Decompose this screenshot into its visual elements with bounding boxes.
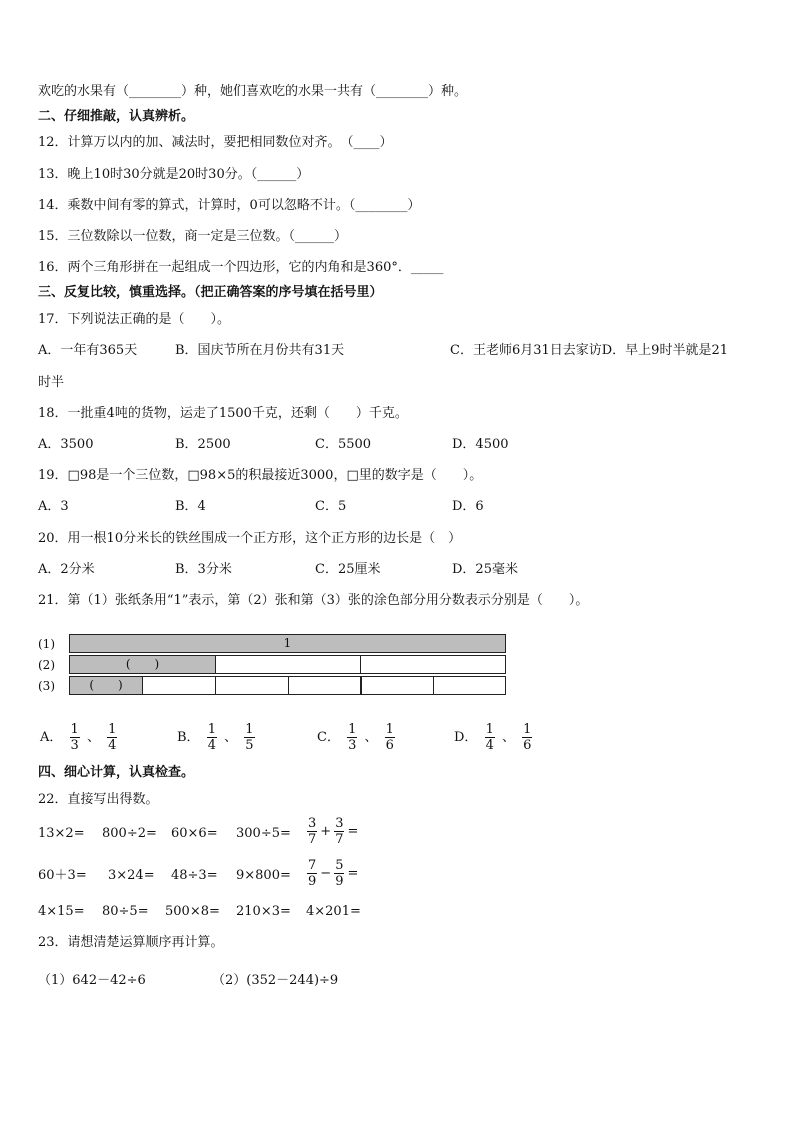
q20-option-b: B．3分米 — [175, 562, 232, 577]
fraction: $\frac{1}{6}$ — [385, 722, 394, 753]
q17-option-d-continued: 时半 — [38, 375, 65, 390]
fraction: $\frac{1}{4}$ — [207, 722, 216, 753]
question-22: 22．直接写出得数。 — [38, 792, 159, 807]
section-3-heading: 三、反复比较，慎重选择。（把正确答案的序号填在括号里） — [38, 285, 383, 300]
q18-option-c: C．5500 — [315, 437, 372, 452]
question-12: 12．计算万以内的加、减法时，要把相同数位对齐。 （____） — [38, 135, 393, 150]
q21-option-d — [452, 722, 533, 753]
strip-2-shaded-cell: ( ) — [69, 655, 216, 674]
option-letter: C． — [317, 729, 340, 745]
fraction: $\frac{3}{7}$ — [308, 816, 317, 847]
line-q11-continuation: 欢吃的水果有（________）种，她们喜欢吃的水果一共有（________）种。 — [38, 84, 468, 99]
question-23: 23．请想清楚运算顺序再计算。 — [38, 935, 224, 950]
strip-2-cell — [360, 655, 506, 674]
calc-fraction-item: $\frac{7}{9}$ − $\frac{5}{9}$ = — [308, 858, 359, 889]
calc-item: 210×3= — [236, 904, 291, 919]
q18-option-b: B．2500 — [175, 437, 231, 452]
calc-item: 4×15= — [38, 904, 85, 919]
paper-strips-figure — [38, 634, 508, 700]
question-16: 16．两个三角形拼在一起组成一个四边形，它的内角和是360°．_____ — [38, 260, 444, 275]
calc-item: 4×201= — [306, 904, 361, 919]
fraction: $\frac{1}{4}$ — [108, 722, 117, 753]
calc-item: 60×6= — [171, 826, 218, 841]
q19-option-a: A．3 — [38, 499, 69, 514]
fraction: $\frac{1}{3}$ — [70, 722, 79, 753]
strip-1-label: (1) — [38, 637, 55, 651]
strip-3-cell — [288, 676, 362, 695]
strip-2 — [69, 655, 506, 675]
fraction: $\frac{1}{6}$ — [523, 722, 532, 753]
section-4-heading: 四、细心计算，认真检查。 — [38, 765, 195, 780]
calc-item: 9×800= — [236, 868, 291, 883]
q23-part-1: （1）642－42÷6 — [38, 973, 146, 988]
calc-item: 60＋3= — [38, 868, 87, 883]
strip-3-cell — [360, 676, 434, 695]
q19-option-d: D．6 — [452, 499, 484, 514]
fraction: $\frac{1}{5}$ — [245, 722, 254, 753]
q19-option-c: C．5 — [315, 499, 347, 514]
fraction: $\frac{1}{3}$ — [348, 722, 357, 753]
option-letter: A． — [40, 729, 63, 745]
strip-3-cell — [142, 676, 216, 695]
calc-item: 80÷5= — [102, 904, 149, 919]
strip-1 — [69, 634, 506, 654]
separator: 、 — [364, 729, 378, 745]
fraction: $\frac{1}{4}$ — [485, 722, 494, 753]
question-15: 15．三位数除以一位数，商一定是三位数。（______） — [38, 229, 348, 244]
question-18: 18．一批重4吨的货物，运走了1500千克，还剩（ ）千克。 — [38, 406, 408, 421]
section-2-heading: 二、仔细推敲，认真辨析。 — [38, 109, 195, 124]
separator: 、 — [502, 729, 516, 745]
strip-1-cell: 1 — [69, 634, 506, 653]
calc-item: 500×8= — [165, 904, 220, 919]
calc-item: 13×2= — [38, 826, 85, 841]
strip-2-label: (2) — [38, 658, 55, 672]
strip-3-cell — [215, 676, 289, 695]
question-20: 20．用一根10分米长的铁丝围成一个正方形，这个正方形的边长是（ ） — [38, 531, 462, 546]
option-letter: B． — [177, 729, 200, 745]
separator: 、 — [86, 729, 100, 745]
strip-3-cell — [433, 676, 506, 695]
q21-option-b — [175, 722, 256, 753]
q20-option-c: C．25厘米 — [315, 562, 381, 577]
q17-option-b: B．国庆节所在月份共有31天 — [175, 343, 345, 358]
strip-3-shaded-cell: ( ) — [69, 676, 143, 695]
question-21: 21．第（1）张纸条用“1”表示，第（2）张和第（3）张的涂色部分用分数表示分别是（ ）。 — [38, 593, 589, 608]
question-17: 17．下列说法正确的是（ ）。 — [38, 312, 231, 327]
question-19: 19．□98是一个三位数，□98×5的积最接近3000，□里的数字是（ ）。 — [38, 468, 483, 483]
calc-fraction-item: $\frac{3}{7}$ + $\frac{3}{7}$ = — [308, 816, 359, 847]
separator: 、 — [224, 729, 238, 745]
strip-3 — [69, 676, 506, 696]
q17-option-a: A．一年有365天 — [38, 343, 138, 358]
q17-option-cd: C．王老师6月31日去家访D．早上9时半就是21 — [450, 343, 728, 358]
q20-option-a: A．2分米 — [38, 562, 95, 577]
fraction: $\frac{5}{9}$ — [335, 858, 344, 889]
q18-option-d: D．4500 — [452, 437, 509, 452]
fraction: $\frac{7}{9}$ — [308, 858, 317, 889]
q19-option-b: B．4 — [175, 499, 206, 514]
q21-option-a — [38, 722, 118, 753]
strip-2-cell — [215, 655, 361, 674]
question-13: 13．晚上10时30分就是20时30分。（______） — [38, 167, 310, 182]
question-14: 14．乘数中间有零的算式，计算时，0可以忽略不计。（________） — [38, 198, 421, 213]
q20-option-d: D．25毫米 — [452, 562, 518, 577]
calc-item: 48÷3= — [171, 868, 218, 883]
q18-option-a: A．3500 — [38, 437, 94, 452]
option-letter: D． — [454, 729, 478, 745]
q21-option-c — [315, 722, 396, 753]
q23-part-2: （2）(352－244)÷9 — [212, 973, 339, 988]
strip-3-label: (3) — [38, 679, 55, 693]
calc-item: 300÷5= — [236, 826, 291, 841]
calc-item: 800÷2= — [102, 826, 157, 841]
calc-item: 3×24= — [108, 868, 155, 883]
fraction: $\frac{3}{7}$ — [335, 816, 344, 847]
